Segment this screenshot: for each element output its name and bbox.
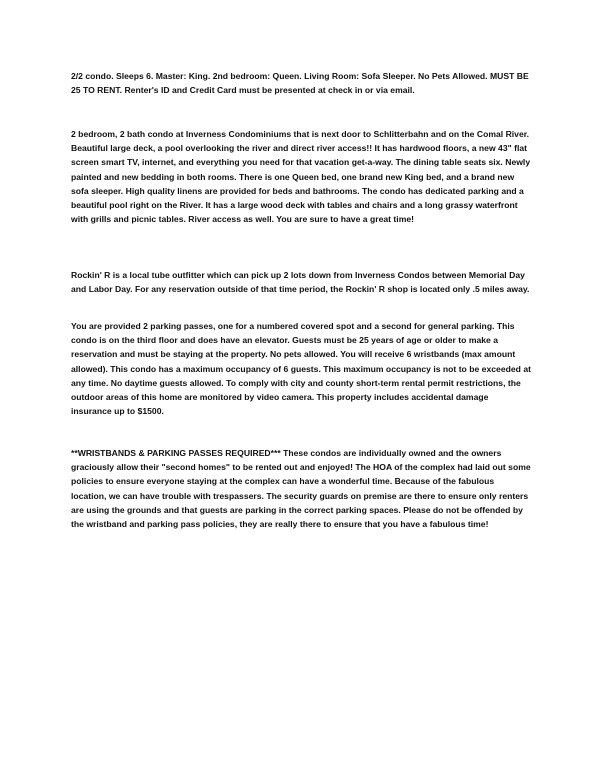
paragraph-tube-outfitter: Rockin' R is a local tube outfitter which can pick up 2 lots down from Inverness Condos between Memorial Day and Labor Day. For any reservation outside of that time period, the Rockin' R shop is located only .5 miles away. <box>71 270 530 295</box>
paragraph-parking-and-rules: You are provided 2 parking passes, one for a numbered covered spot and a second for general parking. This condo is on the third floor and does have an elevator. Guests must be 25 years of age or older to make a reservation and must be staying at the property. No pets allowed. You will receive 6 wristbands (max amount allowed). This condo has a maximum occupancy of 6 guests. This maximum occupancy is not to be exceeded at any time. No daytime guests allowed. To comply with city and county short-term rental permit restrictions, the outdoor areas of this home are monitored by video camera. This property includes accidental damage insurance up to $1500. <box>71 321 531 417</box>
paragraph-wristbands-policy: **WRISTBANDS & PARKING PASSES REQUIRED*** These condos are individually owned and the owners graciously allow their "second homes" to be rented out and enjoyed! The HOA of the complex had laid out some policies to ensure everyone staying at the complex can have a wonderful time. Because of the fabulous location, we can have trouble with trespassers. The security guards on premise are there to ensure only renters are using the grounds and that guests are parking in the correct parking spaces. Please do not be offended by the wristband and parking pass policies, they are really there to ensure that you have a fabulous time! <box>71 448 531 530</box>
paragraph-condo-description: 2 bedroom, 2 bath condo at Inverness Condominiums that is next door to Schlitterbahn and on the Comal River. Beautiful large deck, a pool overlooking the river and direct river access!! It has hardwood floors, a new 43" flat screen smart TV, internet, and everything you need for that vacation get-a-way. The dining table seats six. Newly painted and new bedding in both rooms. There is one Queen bed, one brand new King bed, and a brand new sofa sleeper. High quality linens are provided for beds and bathrooms. The condo has dedicated parking and a beautiful pool right on the River. It has a large wood deck with tables and chairs and a long grassy waterfront with grills and picnic tables. River access as well. You are sure to have a great time! <box>71 129 531 225</box>
paragraph-rental-summary: 2/2 condo. Sleeps 6. Master: King. 2nd bedroom: Queen. Living Room: Sofa Sleeper. No Pets Allowed. MUST BE 25 TO RENT. Renter's ID and Credit Card must be presented at check in or via email. <box>71 71 529 96</box>
